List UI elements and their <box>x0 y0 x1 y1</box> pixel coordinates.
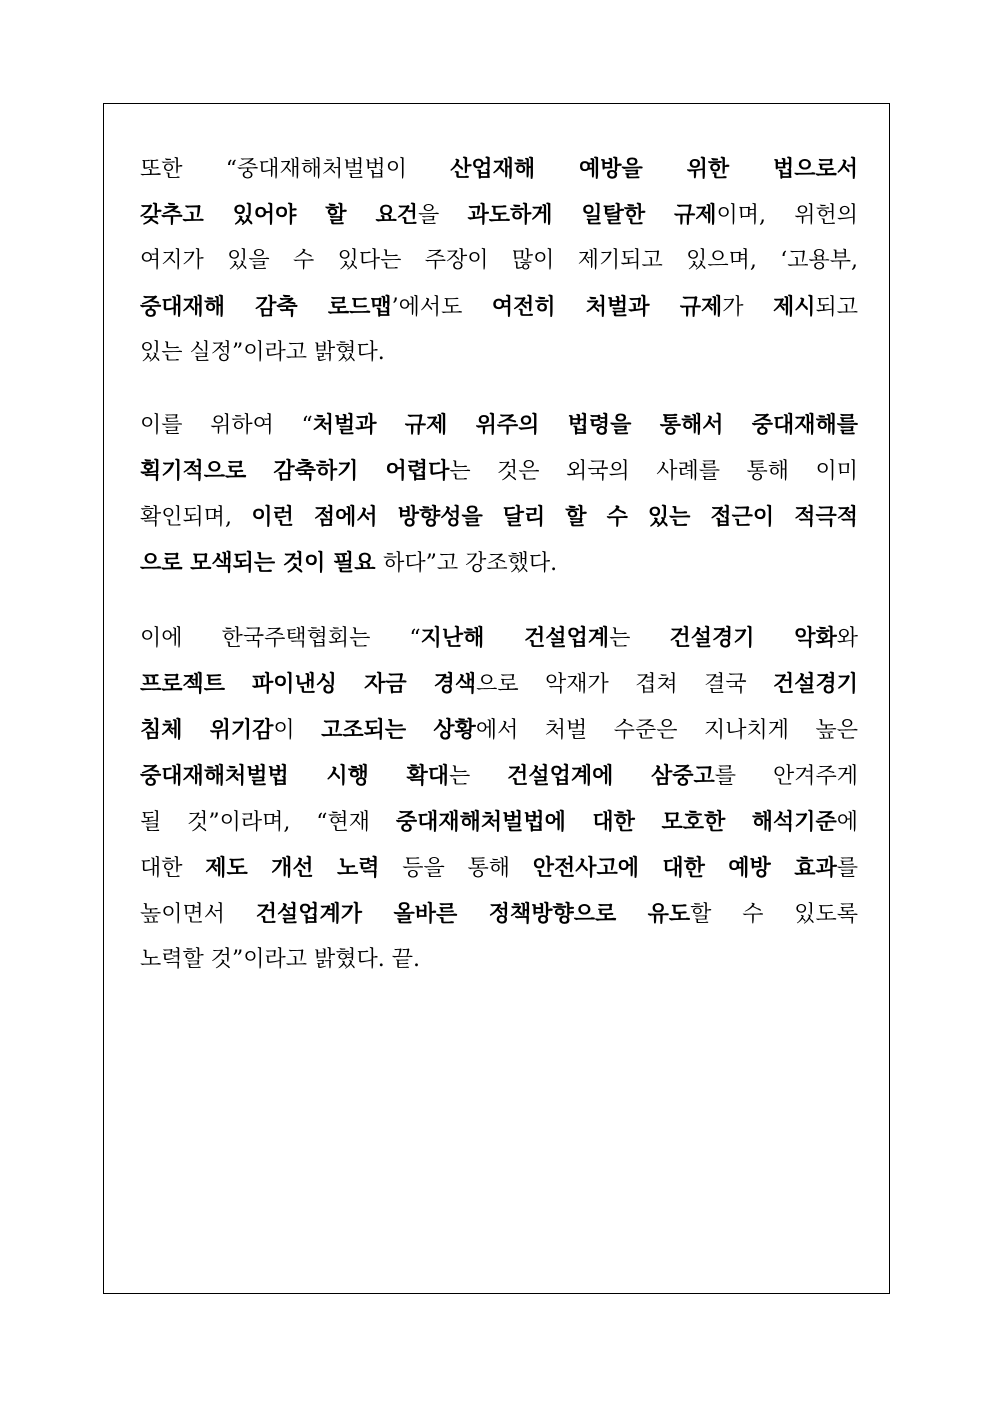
text-segment: 여지가 있을 수 있다는 주장이 많이 제기되고 있으며, ‘고용부, <box>140 248 858 273</box>
text-segment: 를 안겨주게 <box>714 764 858 789</box>
text-segment: 이에 한국주택협회는 “ <box>140 626 421 651</box>
bold-text-segment: 제시 <box>772 294 816 320</box>
text-segment: 을 <box>417 203 468 228</box>
text-segment: 에 <box>836 810 859 835</box>
text-segment: ’에서도 <box>391 295 492 320</box>
text-line <box>140 661 858 707</box>
paragraph-3 <box>140 615 858 983</box>
text-segment: 하다”고 강조했다. <box>383 551 558 576</box>
bold-text-segment: 제도 개선 노력 <box>205 855 380 881</box>
bold-text-segment: 건설업계에 삼중고 <box>507 763 715 789</box>
text-segment: 높이면서 <box>140 902 256 927</box>
bold-text-segment: 여전히 처벌과 규제 <box>491 294 723 320</box>
text-segment: 는 것은 외국의 사례를 통해 이미 <box>449 459 859 484</box>
text-line <box>140 284 858 330</box>
text-line <box>140 707 858 753</box>
bold-text-segment: 산업재해 예방을 위한 법으로서 <box>450 156 858 182</box>
text-segment: 이를 위하여 “ <box>140 413 313 438</box>
bold-text-segment: 갖추고 있어야 할 요건 <box>140 202 418 228</box>
text-segment: 에서 처벌 수준은 지나치게 높은 <box>475 718 859 743</box>
text-segment: 대한 <box>140 856 206 881</box>
bold-text-segment: 지난해 건설업계 <box>420 625 610 651</box>
text-line <box>140 540 858 586</box>
text-line <box>140 615 858 661</box>
text-line <box>140 891 858 937</box>
text-segment: 는 <box>609 626 670 651</box>
text-segment: 와 <box>836 626 858 651</box>
text-segment: 노력할 것”이라고 밝혔다. 끝. <box>140 947 420 972</box>
bold-text-segment: 고조되는 상황 <box>321 717 476 743</box>
text-line <box>140 146 858 192</box>
text-segment: 를 <box>836 856 858 881</box>
bold-text-segment: 획기적으로 감축하기 어렵다 <box>140 458 450 484</box>
text-line <box>140 494 858 540</box>
text-line <box>140 845 858 891</box>
text-segment: 가 <box>722 295 773 320</box>
text-line <box>140 799 858 845</box>
bold-text-segment: 침체 위기감 <box>140 717 274 743</box>
text-segment: 는 <box>448 764 508 789</box>
text-line <box>140 448 858 494</box>
text-segment: 할 수 있도록 <box>690 902 858 927</box>
bold-text-segment: 안전사고에 대한 예방 효과 <box>532 855 837 881</box>
bold-text-segment: 중대재해 감축 로드맵 <box>140 294 392 320</box>
text-segment: 확인되며, <box>140 505 252 530</box>
bold-text-segment: 과도하게 일탈한 규제 <box>467 202 717 228</box>
bold-text-segment: 중대재해처벌법에 대한 모호한 해석기준 <box>395 809 837 835</box>
bold-text-segment: 으로 모색되는 것이 필요 <box>140 550 384 576</box>
bold-text-segment: 건설경기 악화 <box>669 625 837 651</box>
text-segment: 되고 <box>815 295 859 320</box>
paragraph-2 <box>140 402 858 586</box>
bold-text-segment: 중대재해처벌법 시행 확대 <box>140 763 449 789</box>
text-segment: 이며, 위헌의 <box>716 203 858 228</box>
text-line <box>140 937 858 983</box>
text-segment: 으로 악재가 겹쳐 결국 <box>476 672 773 697</box>
text-line <box>140 238 858 284</box>
text-segment: 이 <box>273 718 322 743</box>
bold-text-segment: 건설업계가 올바른 정책방향으로 유도 <box>255 901 691 927</box>
text-line <box>140 753 858 799</box>
bold-text-segment: 프로젝트 파이낸싱 자금 경색 <box>140 671 477 697</box>
paragraph-1 <box>140 146 858 376</box>
text-line <box>140 330 858 376</box>
text-segment: 있는 실정”이라고 밝혔다. <box>140 340 385 365</box>
bold-text-segment: 이런 점에서 방향성을 달리 할 수 있는 접근이 적극적 <box>251 504 858 530</box>
text-segment: 등을 통해 <box>379 856 533 881</box>
bold-text-segment: 건설경기 <box>772 671 858 697</box>
text-segment: 또한 “중대재해처벌법이 <box>140 157 451 182</box>
text-segment: 될 것”이라며, “현재 <box>140 810 396 835</box>
text-line <box>140 192 858 238</box>
bold-text-segment: 처벌과 규제 위주의 법령을 통해서 중대재해를 <box>312 412 858 438</box>
text-line <box>140 402 858 448</box>
